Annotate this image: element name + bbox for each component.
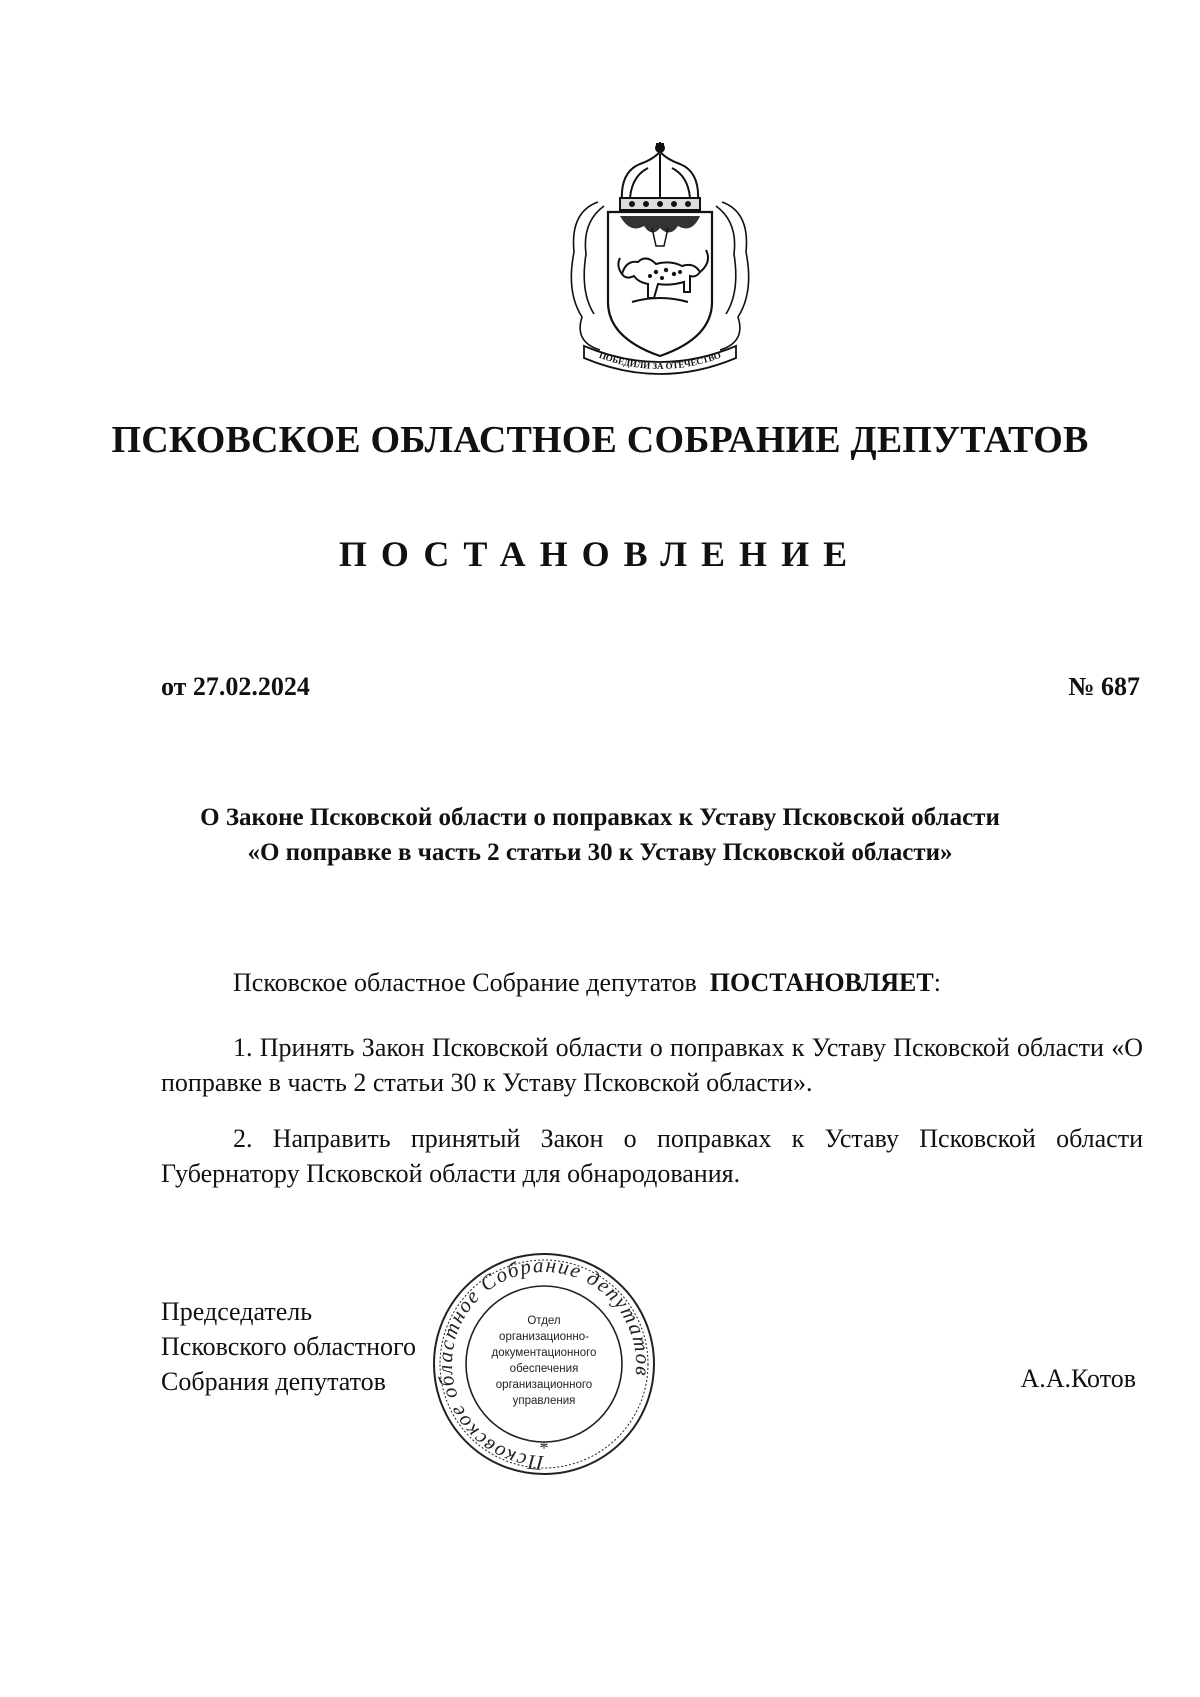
- signatory-title-line-1: Председатель: [161, 1297, 313, 1326]
- intro-text: Псковское областное Собрание депутатов: [233, 968, 697, 997]
- seal-inner-line-5: организационного: [495, 1379, 593, 1391]
- intro-verb: ПОСТАНОВЛЯЕТ: [709, 968, 934, 997]
- coat-of-arms-emblem: [560, 142, 760, 380]
- signatory-name: А.А.Котов: [1020, 1364, 1136, 1393]
- document-date: от 27.02.2024: [161, 672, 310, 701]
- emblem-motto: ПОБЕДИЛИ ЗА ОТЕЧЕСТВО: [597, 349, 723, 372]
- seal-inner-line-3: документационного: [491, 1347, 597, 1359]
- seal-inner-line-6: управления: [512, 1395, 576, 1407]
- subject-line-2: «О поправке в часть 2 статьи 30 к Уставу Псковской области»: [247, 839, 953, 866]
- seal-outer-text: Псковское областное Собрание депутатов: [432, 1252, 656, 1476]
- document-type-heading: ПОСТАНОВЛЕНИЕ: [338, 534, 862, 574]
- signatory-title-line-2: Псковского областного: [161, 1332, 417, 1361]
- seal-inner-line-2: организационно-: [499, 1331, 589, 1343]
- document-subject: [0, 800, 1200, 870]
- resolution-paragraph-2: 2. Направить принятый Закон о поправках к Уставу Псковской области Губернатору Псковской области для обнародования.: [161, 1124, 1143, 1188]
- seal-inner-line-4: обеспечения: [509, 1363, 579, 1375]
- intro-punct: :: [933, 968, 941, 997]
- seal-star: *: [539, 1438, 549, 1458]
- organization-title: ПСКОВСКОЕ ОБЛАСТНОЕ СОБРАНИЕ ДЕПУТАТОВ: [111, 419, 1089, 461]
- resolution-paragraph-1: 1. Принять Закон Псковской области о поправках к Уставу Псковской области «О поправке в часть 2 статьи 30 к Уставу Псковской области».: [161, 1033, 1143, 1097]
- resolution-intro: [233, 965, 941, 1000]
- official-seal: [428, 1248, 660, 1480]
- seal-inner-line-1: Отдел: [527, 1315, 561, 1327]
- signatory-title-line-3: Собрания депутатов: [161, 1367, 386, 1396]
- crown-icon: [620, 142, 700, 210]
- document-number: № 687: [1068, 672, 1140, 701]
- signatory-title: [161, 1294, 416, 1399]
- subject-line-1: О Законе Псковской области о поправках к Уставу Псковской области: [200, 804, 1000, 831]
